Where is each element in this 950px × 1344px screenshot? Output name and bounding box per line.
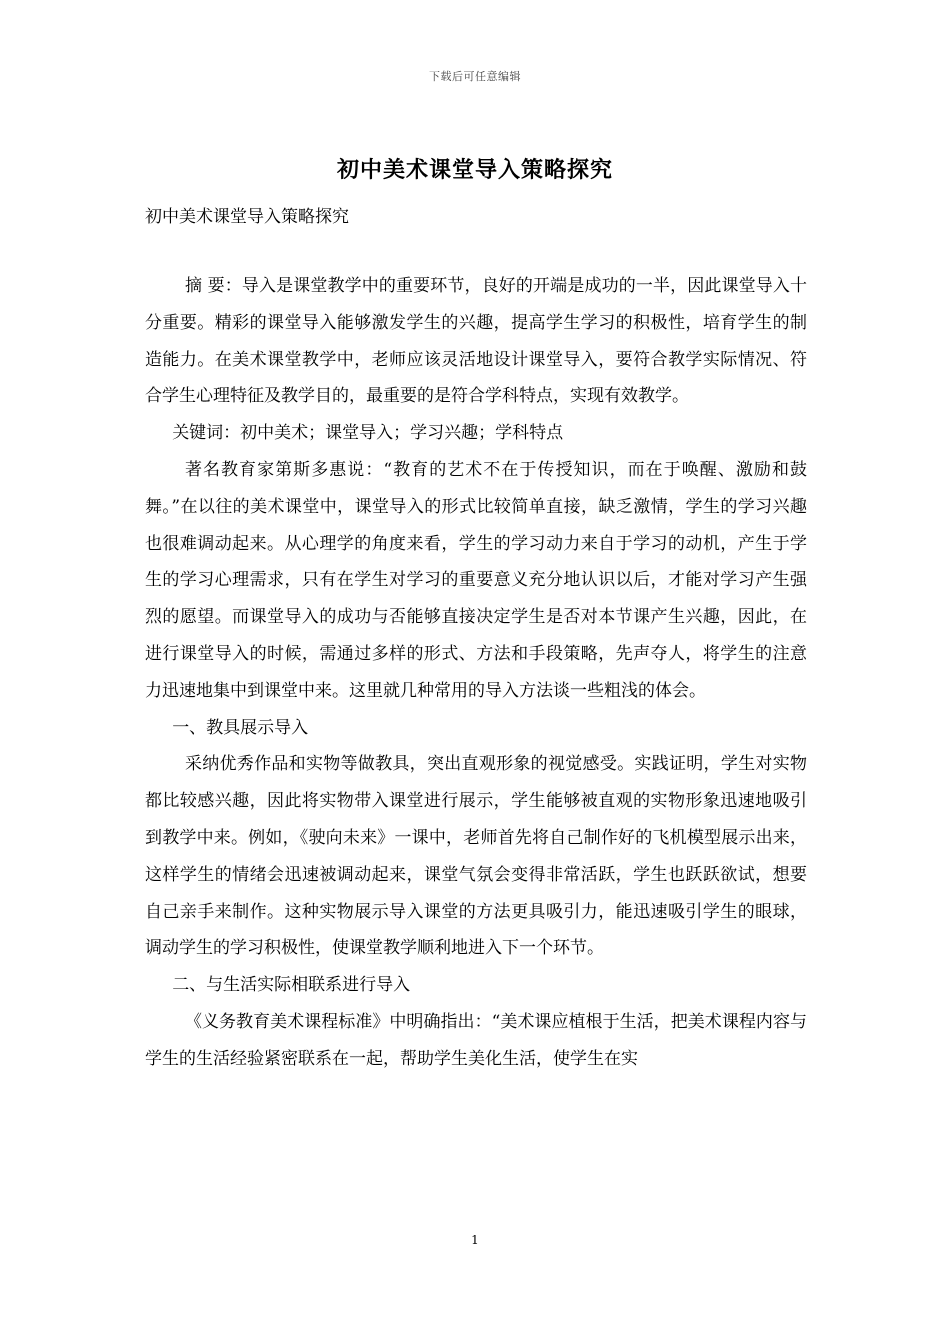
section-heading: 二、与生活实际相联系进行导入: [172, 975, 411, 996]
abstract-paragraph: 摘 要：导入是课堂教学中的重要环节，良好的开端是成功的一半，因此课堂导入十分重要。精彩的课堂导入能够激发学生的兴趣，提高学生学习的积极性，培育学生的制造能力。在美术课堂教学中，老师应该灵活地设计课堂导入，要符合教学实际情况、符合学生心理特征及教学目的，最重要的是符合学科特点，实现有效教学。: [145, 276, 807, 407]
document-title: 初中美术课堂导入策略探究: [336, 157, 613, 183]
section-heading: 一、教具展示导入: [172, 717, 309, 738]
document-body: [145, 268, 807, 1078]
body-paragraph: 《义务教育美术课程标准》中明确指出：“美术课应植根于生活，把美术课程内容与学生的生活经验紧密联系在一起，帮助学生美化生活，使学生在实: [145, 1011, 807, 1069]
document-subtitle: 初中美术课堂导入策略探究: [145, 207, 349, 227]
page-number: 1: [471, 1233, 479, 1247]
keywords-paragraph: 关键词：初中美术；课堂导入；学习兴趣；学科特点: [172, 423, 564, 444]
body-paragraph: 著名教育家第斯多惠说：“教育的艺术不在于传授知识，而在于唤醒、激励和鼓舞。”在以往的美术课堂中，课堂导入的形式比较简单直接，缺乏激情，学生的学习兴趣也很难调动起来。从心理学的角度来看，学生的学习动力来自于学习的动机，产生于学生的学习心理需求，只有在学生对学习的重要意义充分地认识以后，才能对学习产生强烈的愿望。而课堂导入的成功与否能够直接决定学生是否对本节课产生兴趣，因此，在进行课堂导入的时候，需通过多样的形式、方法和手段策略，先声夺人，将学生的注意力迅速地集中到课堂中来。这里就几种常用的导入方法谈一些粗浅的体会。: [145, 459, 807, 701]
body-paragraph: 采纳优秀作品和实物等做教具，突出直观形象的视觉感受。实践证明，学生对实物都比较感兴趣，因此将实物带入课堂进行展示，学生能够被直观的实物形象迅速地吸引到教学中来。例如，《驶向未来》一课中，老师首先将自己制作好的飞机模型展示出来，这样学生的情绪会迅速被调动起来，课堂气氛会变得非常活跃，学生也跃跃欲试，想要自己亲手来制作。这种实物展示导入课堂的方法更具吸引力，能迅速吸引学生的眼球，调动学生的学习积极性，使课堂教学顺利地进入下一个环节。: [145, 754, 807, 959]
header-note: 下载后可任意编辑: [429, 70, 521, 83]
